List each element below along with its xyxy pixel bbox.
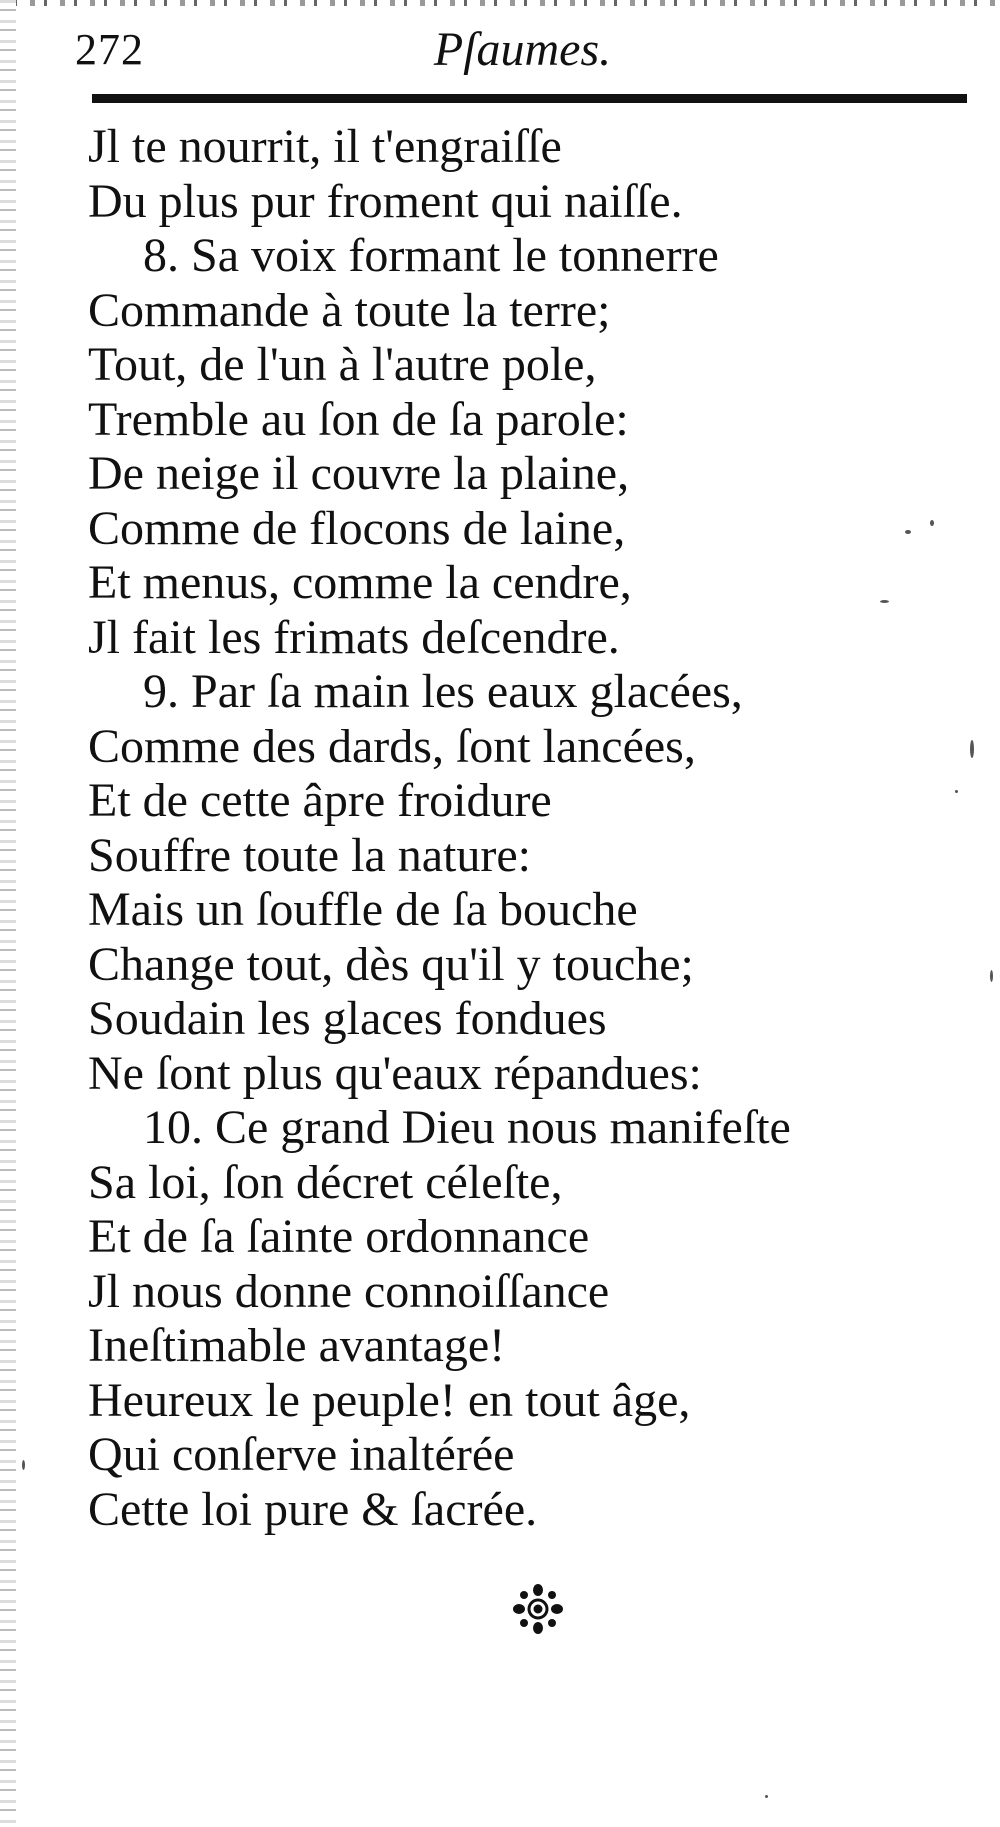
verse-line: Sa loi, ſon décret céleſte, xyxy=(88,1155,563,1209)
verse-line: Jl nous donne connoiſſance xyxy=(88,1264,610,1318)
verse-line: Comme de flocons de laine, xyxy=(88,501,626,555)
page-header xyxy=(75,14,970,84)
verse-line: Et de ſa ſainte ordonnance xyxy=(88,1210,590,1263)
verse-line: Jl fait les frimats deſcendre. xyxy=(88,610,620,664)
verse-line: Tout, de l'un à l'autre pole, xyxy=(88,338,597,391)
verse-line: Heureux le peuple! en tout âge, xyxy=(88,1373,691,1427)
verse-line: Soudain les glaces fondues xyxy=(88,992,607,1045)
psalm-text xyxy=(88,120,968,1537)
page-top-edge xyxy=(0,0,1000,6)
page-number: 272 xyxy=(75,25,144,74)
verse-line: Commande à toute la terre; xyxy=(88,283,611,337)
binding-edge xyxy=(0,0,16,1827)
verse-line: 9. Par ſa main les eaux glacées, xyxy=(143,665,743,718)
verse-line: Qui conſerve inaltérée xyxy=(88,1428,515,1481)
verse-line: Comme des dards, ſont lancées, xyxy=(88,719,696,773)
running-head: Pſaumes. xyxy=(433,23,612,76)
verse-line: Et de cette âpre froidure xyxy=(88,774,552,827)
verse-line: Du plus pur froment qui naiſſe. xyxy=(88,174,683,228)
verse-line: Cette loi pure & ſacrée. xyxy=(88,1482,538,1536)
verse-line: Ne ſont plus qu'eaux répandues: xyxy=(88,1046,702,1100)
verse-line: Change tout, dès qu'il y touche; xyxy=(88,937,694,991)
verse-line: 10. Ce grand Dieu nous manifeſte xyxy=(143,1101,791,1154)
verse-line: Jl te nourrit, il t'engraiſſe xyxy=(88,120,562,173)
verse-line: Ineſtimable avantage! xyxy=(88,1319,506,1372)
verse-line: De neige il couvre la plaine, xyxy=(88,447,630,500)
verse-line: Tremble au ſon de ſa parole: xyxy=(88,392,629,446)
header-rule xyxy=(92,94,967,103)
verse-line: 8. Sa voix formant le tonnerre xyxy=(143,229,719,282)
verse-line: Mais un ſouffle de ſa bouche xyxy=(88,883,638,936)
verse-line: Et menus, comme la cendre, xyxy=(88,556,632,609)
verse-line: Souffre toute la nature: xyxy=(88,828,531,882)
floral-ornament-icon xyxy=(512,1583,564,1635)
